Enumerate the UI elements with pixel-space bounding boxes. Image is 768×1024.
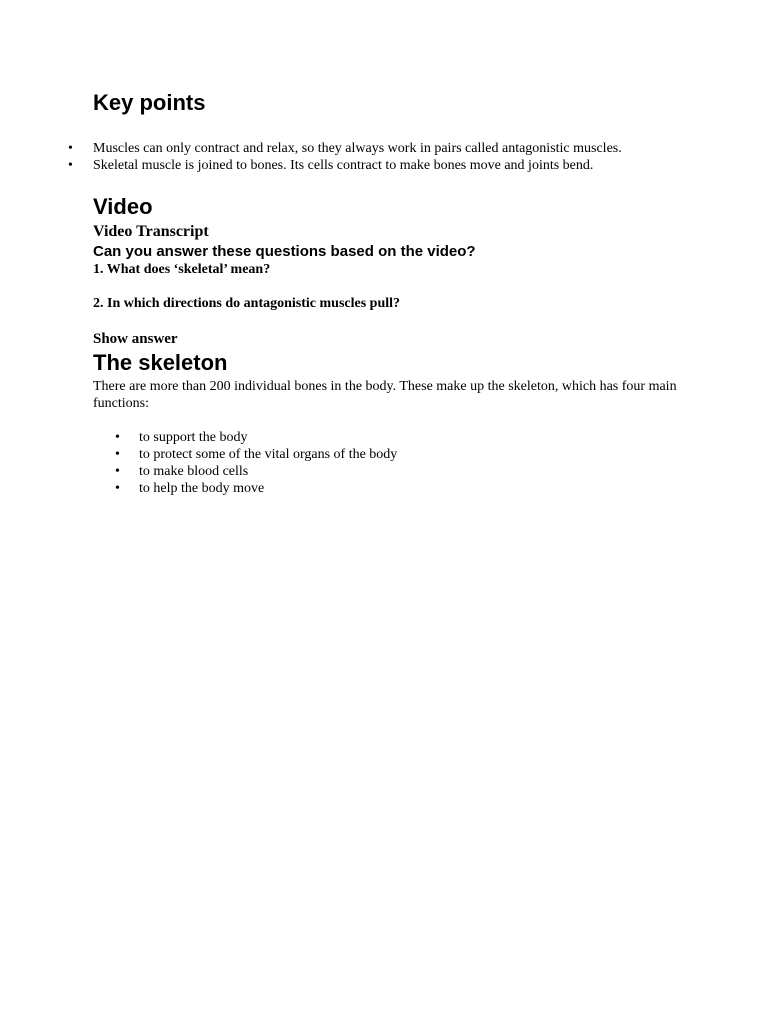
function-text: to support the body (139, 430, 248, 445)
show-answer-button[interactable]: Show answer (93, 331, 178, 347)
function-item (115, 429, 739, 446)
skeleton-functions-list (115, 429, 739, 497)
key-point-item (68, 157, 653, 174)
bullet-icon: • (115, 447, 120, 462)
skeleton-intro-text: There are more than 200 individual bones in the body. These make up the skeleton, which has four main functions: (93, 379, 677, 411)
key-points-list (68, 140, 653, 174)
skeleton-heading: The skeleton (93, 350, 228, 375)
video-question-1: 1. What does ‘skeletal’ mean? (93, 262, 271, 277)
function-text: to make blood cells (139, 464, 249, 479)
bullet-icon: • (115, 481, 120, 496)
key-point-item (68, 140, 653, 157)
bullet-icon: • (115, 464, 120, 479)
key-point-text: Muscles can only contract and relax, so they always work in pairs called antagonistic muscles. (93, 141, 622, 156)
function-item (115, 480, 739, 497)
bullet-icon: • (68, 158, 73, 173)
video-questions-prompt: Can you answer these questions based on the video? (93, 243, 476, 260)
function-item (115, 463, 739, 480)
key-points-heading: Key points (93, 90, 206, 115)
key-point-text: Skeletal muscle is joined to bones. Its cells contract to make bones move and joints bend. (93, 158, 594, 173)
document-content (68, 90, 693, 497)
video-heading: Video (93, 194, 153, 219)
video-question-2: 2. In which directions do antagonistic muscles pull? (93, 296, 401, 311)
function-text: to help the body move (139, 481, 265, 496)
function-item (115, 446, 739, 463)
bullet-icon: • (115, 430, 120, 445)
function-text: to protect some of the vital organs of the body (139, 447, 398, 462)
video-transcript-link[interactable]: Video Transcript (93, 223, 209, 240)
bullet-icon: • (68, 141, 73, 156)
